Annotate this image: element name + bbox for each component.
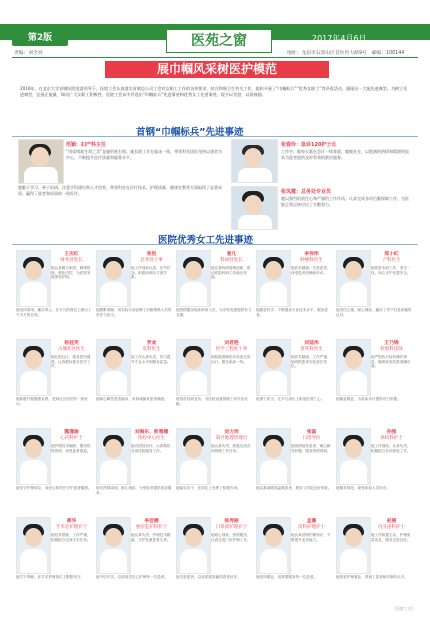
profile-grid xyxy=(16,248,414,601)
face-shape xyxy=(244,195,262,215)
profile-text2: 她服务规范，深受体检人员好评。 xyxy=(336,486,390,490)
profile-text: 她医术精湛，工作严谨，始终把患者安危放在首位。 xyxy=(291,355,331,369)
portrait-photo xyxy=(18,139,64,184)
profile-name: 王乃锦 xyxy=(384,341,399,346)
portrait-photo xyxy=(176,250,211,307)
portrait-photo xyxy=(336,339,371,396)
address-text: 地址：龙岩市石景山区首医医大路9号 xyxy=(287,51,367,56)
profile-role: 财务处处长 xyxy=(60,258,83,263)
feature2-name: 张春玲：急诊120护士长 xyxy=(281,142,337,148)
face-shape xyxy=(31,147,49,167)
profile-card xyxy=(176,248,252,336)
coat-shape xyxy=(340,282,367,307)
profile-card xyxy=(256,515,332,603)
coat-shape xyxy=(100,282,127,307)
profile-card xyxy=(336,426,412,514)
header-rule xyxy=(12,57,418,58)
profile-role: 皮科医生 xyxy=(142,347,161,352)
coat-shape xyxy=(180,460,207,485)
face-shape xyxy=(244,148,262,168)
profile-card xyxy=(16,337,92,425)
profile-name: 刘延伟 xyxy=(304,341,319,346)
portrait-photo xyxy=(16,517,51,574)
coat-shape xyxy=(340,549,367,574)
postcode-text: 邮编：100144 xyxy=(371,51,405,56)
face-shape xyxy=(105,261,122,280)
coat-shape xyxy=(100,549,127,574)
profile-card xyxy=(96,248,172,336)
profile-text2: 她以真诚微笑温暖患者，展现了医院良好形象。 xyxy=(256,486,332,490)
profile-text: 她医术精湛，关爱患者，深受患者信赖和好评。 xyxy=(291,266,331,275)
profile-role: 手术室护理护士 xyxy=(55,525,88,530)
profile-text2: 她甘于奉献，在手术护理岗位上默默坚守。 xyxy=(16,575,85,579)
face-shape xyxy=(185,439,202,458)
coat-shape xyxy=(180,549,207,574)
coat-shape xyxy=(238,215,272,230)
profile-role: 普外科医生 xyxy=(300,347,323,352)
profile-text: 她积极保障医疗设备正常运行，服务临床一线。 xyxy=(211,355,251,364)
portrait-photo xyxy=(16,428,51,485)
profile-name: 蒋华 xyxy=(66,519,77,524)
feature2-text: 工作中，她每天都在急诊一线奔波，兢兢业业，以饱满的热情和精湛的技术为患者提供及时有效的救治服务。 xyxy=(281,149,409,160)
coat-shape xyxy=(260,460,287,485)
profile-text: 她热爱本职工作，坚守一线，用心守护母婴安全。 xyxy=(371,266,411,275)
profile-text2: 她勇于担当，在平凡岗位上彰显医者仁心。 xyxy=(256,397,325,401)
portrait-photo xyxy=(96,517,131,574)
coat-shape xyxy=(100,371,127,396)
profile-text: 她热情接待患者，耐心解答问题，服务热情周到。 xyxy=(291,444,331,453)
face-shape xyxy=(25,261,42,280)
coat-shape xyxy=(100,460,127,485)
profile-card xyxy=(96,337,172,425)
feature3-text: 她以强烈的责任心和严谨的工作作风，认真完成各项后勤保障工作，为医院正常运转付出了辛勤努力。 xyxy=(281,196,409,207)
feature1-text2: 她勤于学习、善于钻研，注重学科建设和人才培养，带领科室在诊疗技术、护理质量、健康宣教等方面取得了显著成绩，赢得了患者和同事的一致好评。 xyxy=(18,185,222,196)
face-shape xyxy=(345,528,362,547)
profile-role: 门诊部护理护士 xyxy=(215,525,248,530)
portrait-photo xyxy=(231,186,278,230)
profile-name: 姜凡 xyxy=(226,252,237,257)
profile-text: 她工作认真负责，努力提升专业水平和服务质量。 xyxy=(131,355,171,364)
address-info xyxy=(287,49,404,56)
profile-name: 孟薇 xyxy=(306,519,317,524)
profile-card xyxy=(176,515,252,603)
profile-text2: 她耐心解答患者疑问，用真诚换来患者满意。 xyxy=(96,397,168,401)
profile-text2: 她热爱护理事业，得到了患者和同事的认可。 xyxy=(336,575,408,579)
face-shape xyxy=(345,261,362,280)
face-shape xyxy=(185,528,202,547)
feature1-text: “用爱铸就生命之美”是她的座右铭。她长期工作在临床一线，带领科室团队坚持以患者为中心，不断提升医疗质量和服务水平。 xyxy=(66,149,223,160)
profile-role: 医学工程处干事 xyxy=(215,347,248,352)
profile-role: 心内科护士 xyxy=(60,436,83,441)
profile-name: 刘力玮 xyxy=(224,430,239,435)
profile-role: 门诊导医 xyxy=(302,436,321,441)
section-divider xyxy=(12,244,418,245)
face-shape xyxy=(265,261,282,280)
profile-role: 重症监护科护士 xyxy=(135,525,168,530)
profile-text2: 她积极开展健康宣教，受到社区居民的一致好评。 xyxy=(16,397,88,406)
profile-role: 内分泌科护士 xyxy=(378,525,405,530)
profile-text: 她认真负责，护理技术精湛，守护危重患者生命。 xyxy=(131,533,171,542)
profile-text: 她技术熟练，工作严谨，积极配合完成手术任务。 xyxy=(51,533,91,542)
portrait-photo xyxy=(96,250,131,307)
portrait-photo xyxy=(16,339,51,396)
face-shape xyxy=(265,528,282,547)
editor-info: 责编：刘全亮 xyxy=(14,51,43,56)
profile-card xyxy=(16,515,92,603)
profile-text2: 她踏实肯干，在岗位上发挥了积极作用。 xyxy=(176,486,241,490)
portrait-photo xyxy=(176,517,211,574)
profile-text2: 她坚守护理岗位，用爱心和责任守护患者健康。 xyxy=(16,486,92,490)
profile-text2: 她勤奋好学，不断提高专业技术水平，服务患者。 xyxy=(256,308,328,317)
profile-text2: 她不怕辛苦，以高度责任心护理每一位患者。 xyxy=(96,575,168,579)
profile-text: 她认真钻研护理知识，不断提升业务能力。 xyxy=(291,533,331,542)
edition-tag: 第2版 xyxy=(12,30,68,46)
face-shape xyxy=(345,439,362,458)
profile-text: 她们团结协作，认真做好各项体检服务工作。 xyxy=(131,444,171,453)
face-shape xyxy=(345,350,362,369)
profile-name: 罗欢 xyxy=(146,341,157,346)
coat-shape xyxy=(260,371,287,396)
profile-role: 总务处干事 xyxy=(140,258,163,263)
profile-name: 魏瑾瑜 xyxy=(64,430,79,435)
profile-name: 张悦 xyxy=(146,252,157,257)
profile-text2: 她们热情周到，耐心细致，为受检者提供优质服务。 xyxy=(96,486,172,495)
coat-shape xyxy=(340,460,367,485)
profile-text: 她注重科研管理创新，推动医院科研工作稳步发展。 xyxy=(211,266,251,280)
profile-text2: 她默默奉献，用实际行动诠释了后勤保障人员的责任与担当。 xyxy=(96,308,172,317)
profile-text: 她认真负责，积极完成各项管理工作任务。 xyxy=(211,444,251,453)
coat-shape xyxy=(180,371,207,396)
profile-text: 她扎根社区，服务居民健康，认真做好基本医疗工作。 xyxy=(51,355,91,369)
portrait-photo xyxy=(96,428,131,485)
profile-name: 刘君艳 xyxy=(224,341,239,346)
profile-text: 她工作细致认真，任劳任怨，积极协调各方面关系。 xyxy=(131,266,171,280)
publication-date: 2017年4月6日 xyxy=(312,34,367,43)
profile-role: 体检科护士 xyxy=(380,436,403,441)
profile-card xyxy=(336,515,412,603)
coat-shape xyxy=(24,167,58,183)
profile-role: 检验科技师 xyxy=(380,347,403,352)
profile-text: 她耐心细致，热情服务，认真完成门诊护理工作。 xyxy=(211,533,251,542)
portrait-photo xyxy=(336,250,371,307)
portrait-photo xyxy=(336,517,371,574)
profile-text2: 她坚持原则，廉洁奉公，在平凡的岗位上做出了不平凡的业绩。 xyxy=(16,308,92,317)
portrait-photo xyxy=(256,428,291,485)
profile-name: 张磊 xyxy=(306,430,317,435)
profile-name: 徐秀丽 xyxy=(224,519,239,524)
portrait-photo xyxy=(231,139,278,183)
profile-role: 体检中心医生 xyxy=(138,436,165,441)
section-title-workers: 医院优秀女工先进事迹 xyxy=(158,235,254,246)
coat-shape xyxy=(260,282,287,307)
portrait-photo xyxy=(16,250,51,307)
intro-text: 2016年，在北京大学首钢医院党委领导下，医院工会认真落实首钢总公司工会对女职工工作的各项要求，结合和谐卫生有关工作，组织开展了“巾帼标兵”“优秀女职工”等评选活动，涌现出一大批先进典型。为树立先进典型，弘扬正能量，调动广大女职工积极性，医院工会从中评选出“巾帼标兵”先进事迹和优秀女工先进事迹，现予以刊登，以资鼓励。 xyxy=(20,86,408,97)
coat-shape xyxy=(260,549,287,574)
profile-text2: 她责任心强，耐心细致，赢得了孕产妇及家属的认可。 xyxy=(336,308,412,317)
profile-name: 刘海东、彭雅娜 xyxy=(134,430,169,435)
face-shape xyxy=(185,350,202,369)
profile-text: 她工作细致，认真负责，积极配合各项体检工作。 xyxy=(371,444,411,453)
section-divider xyxy=(12,136,418,137)
profile-role: 简介地理管理员 xyxy=(215,436,248,441)
page-title: 展巾帼风采树医护模范 xyxy=(105,61,329,78)
profile-card xyxy=(336,248,412,336)
profile-name: 王庆红 xyxy=(64,252,79,257)
face-shape xyxy=(265,350,282,369)
profile-text2: 她刻苦钻研业务，为医院设备管理工作作出贡献。 xyxy=(176,397,248,406)
face-shape xyxy=(185,261,202,280)
profile-card xyxy=(96,426,172,514)
portrait-photo xyxy=(336,428,371,485)
profile-card xyxy=(16,248,92,336)
profile-name: 孙强 xyxy=(386,430,397,435)
profile-text: 她认真履行职责，精细管理，强化内控，为医院发展保驾护航。 xyxy=(51,266,91,280)
profile-text: 她严格执行检验操作规范，确保检验结果准确可靠。 xyxy=(371,355,411,369)
profile-name: 李佳娜 xyxy=(144,519,159,524)
profile-role: 科研处处长 xyxy=(220,258,243,263)
face-shape xyxy=(25,528,42,547)
profile-card xyxy=(96,515,172,603)
footer-note: （医院工会） xyxy=(392,606,416,611)
profile-name: 李伟伟 xyxy=(304,252,319,257)
face-shape xyxy=(105,439,122,458)
profile-name: 杨桂英 xyxy=(64,341,79,346)
profile-name: 郑小红 xyxy=(384,252,399,257)
portrait-photo xyxy=(96,339,131,396)
coat-shape xyxy=(180,282,207,307)
profile-text2: 她爱岗敬业，用真情服务每一位患者。 xyxy=(256,575,318,579)
portrait-photo xyxy=(256,250,291,307)
profile-card xyxy=(256,248,332,336)
coat-shape xyxy=(340,371,367,396)
face-shape xyxy=(265,439,282,458)
face-shape xyxy=(105,528,122,547)
section-title-honor: 首钢“巾帼标兵”先进事迹 xyxy=(136,127,244,138)
coat-shape xyxy=(20,460,47,485)
profile-card xyxy=(256,426,332,514)
masthead-title: 医苑之窗 xyxy=(166,29,272,53)
profile-role: 产科医生 xyxy=(382,258,401,263)
face-shape xyxy=(25,350,42,369)
coat-shape xyxy=(20,549,47,574)
profile-role: 皮科护理护士 xyxy=(298,525,325,530)
profile-card xyxy=(176,337,252,425)
profile-card xyxy=(176,426,252,514)
profile-role: 肿瘤科医生 xyxy=(300,258,323,263)
portrait-photo xyxy=(256,517,291,574)
profile-card xyxy=(256,337,332,425)
profile-card xyxy=(336,337,412,425)
profile-role: 古城社区医生 xyxy=(58,347,85,352)
coat-shape xyxy=(20,282,47,307)
profile-text2: 她热情服务临床科研人员，为学科发展提供有力支撑。 xyxy=(176,308,252,317)
portrait-photo xyxy=(256,339,291,396)
profile-text2: 她勤奋敬业，为临床诊疗提供有力依据。 xyxy=(336,397,401,401)
face-shape xyxy=(25,439,42,458)
profile-name: 赵丽 xyxy=(386,519,397,524)
portrait-photo xyxy=(176,339,211,396)
profile-text: 她护理技术娴熟，服务热情周到，深受患者欢迎。 xyxy=(51,444,91,453)
portrait-photo xyxy=(176,428,211,485)
feature3-name: 张凤霞：总务处专业员 xyxy=(281,189,332,195)
face-shape xyxy=(105,350,122,369)
profile-text2: 她关爱患者，以优质服务赢得患者信任。 xyxy=(176,575,241,579)
coat-shape xyxy=(238,168,272,183)
feature1-name: 范颖：妇产科主任 xyxy=(66,142,107,148)
profile-text: 她工作积极主动，护理质量优良，服务态度良好。 xyxy=(371,533,411,542)
coat-shape xyxy=(20,371,47,396)
profile-card xyxy=(16,426,92,514)
